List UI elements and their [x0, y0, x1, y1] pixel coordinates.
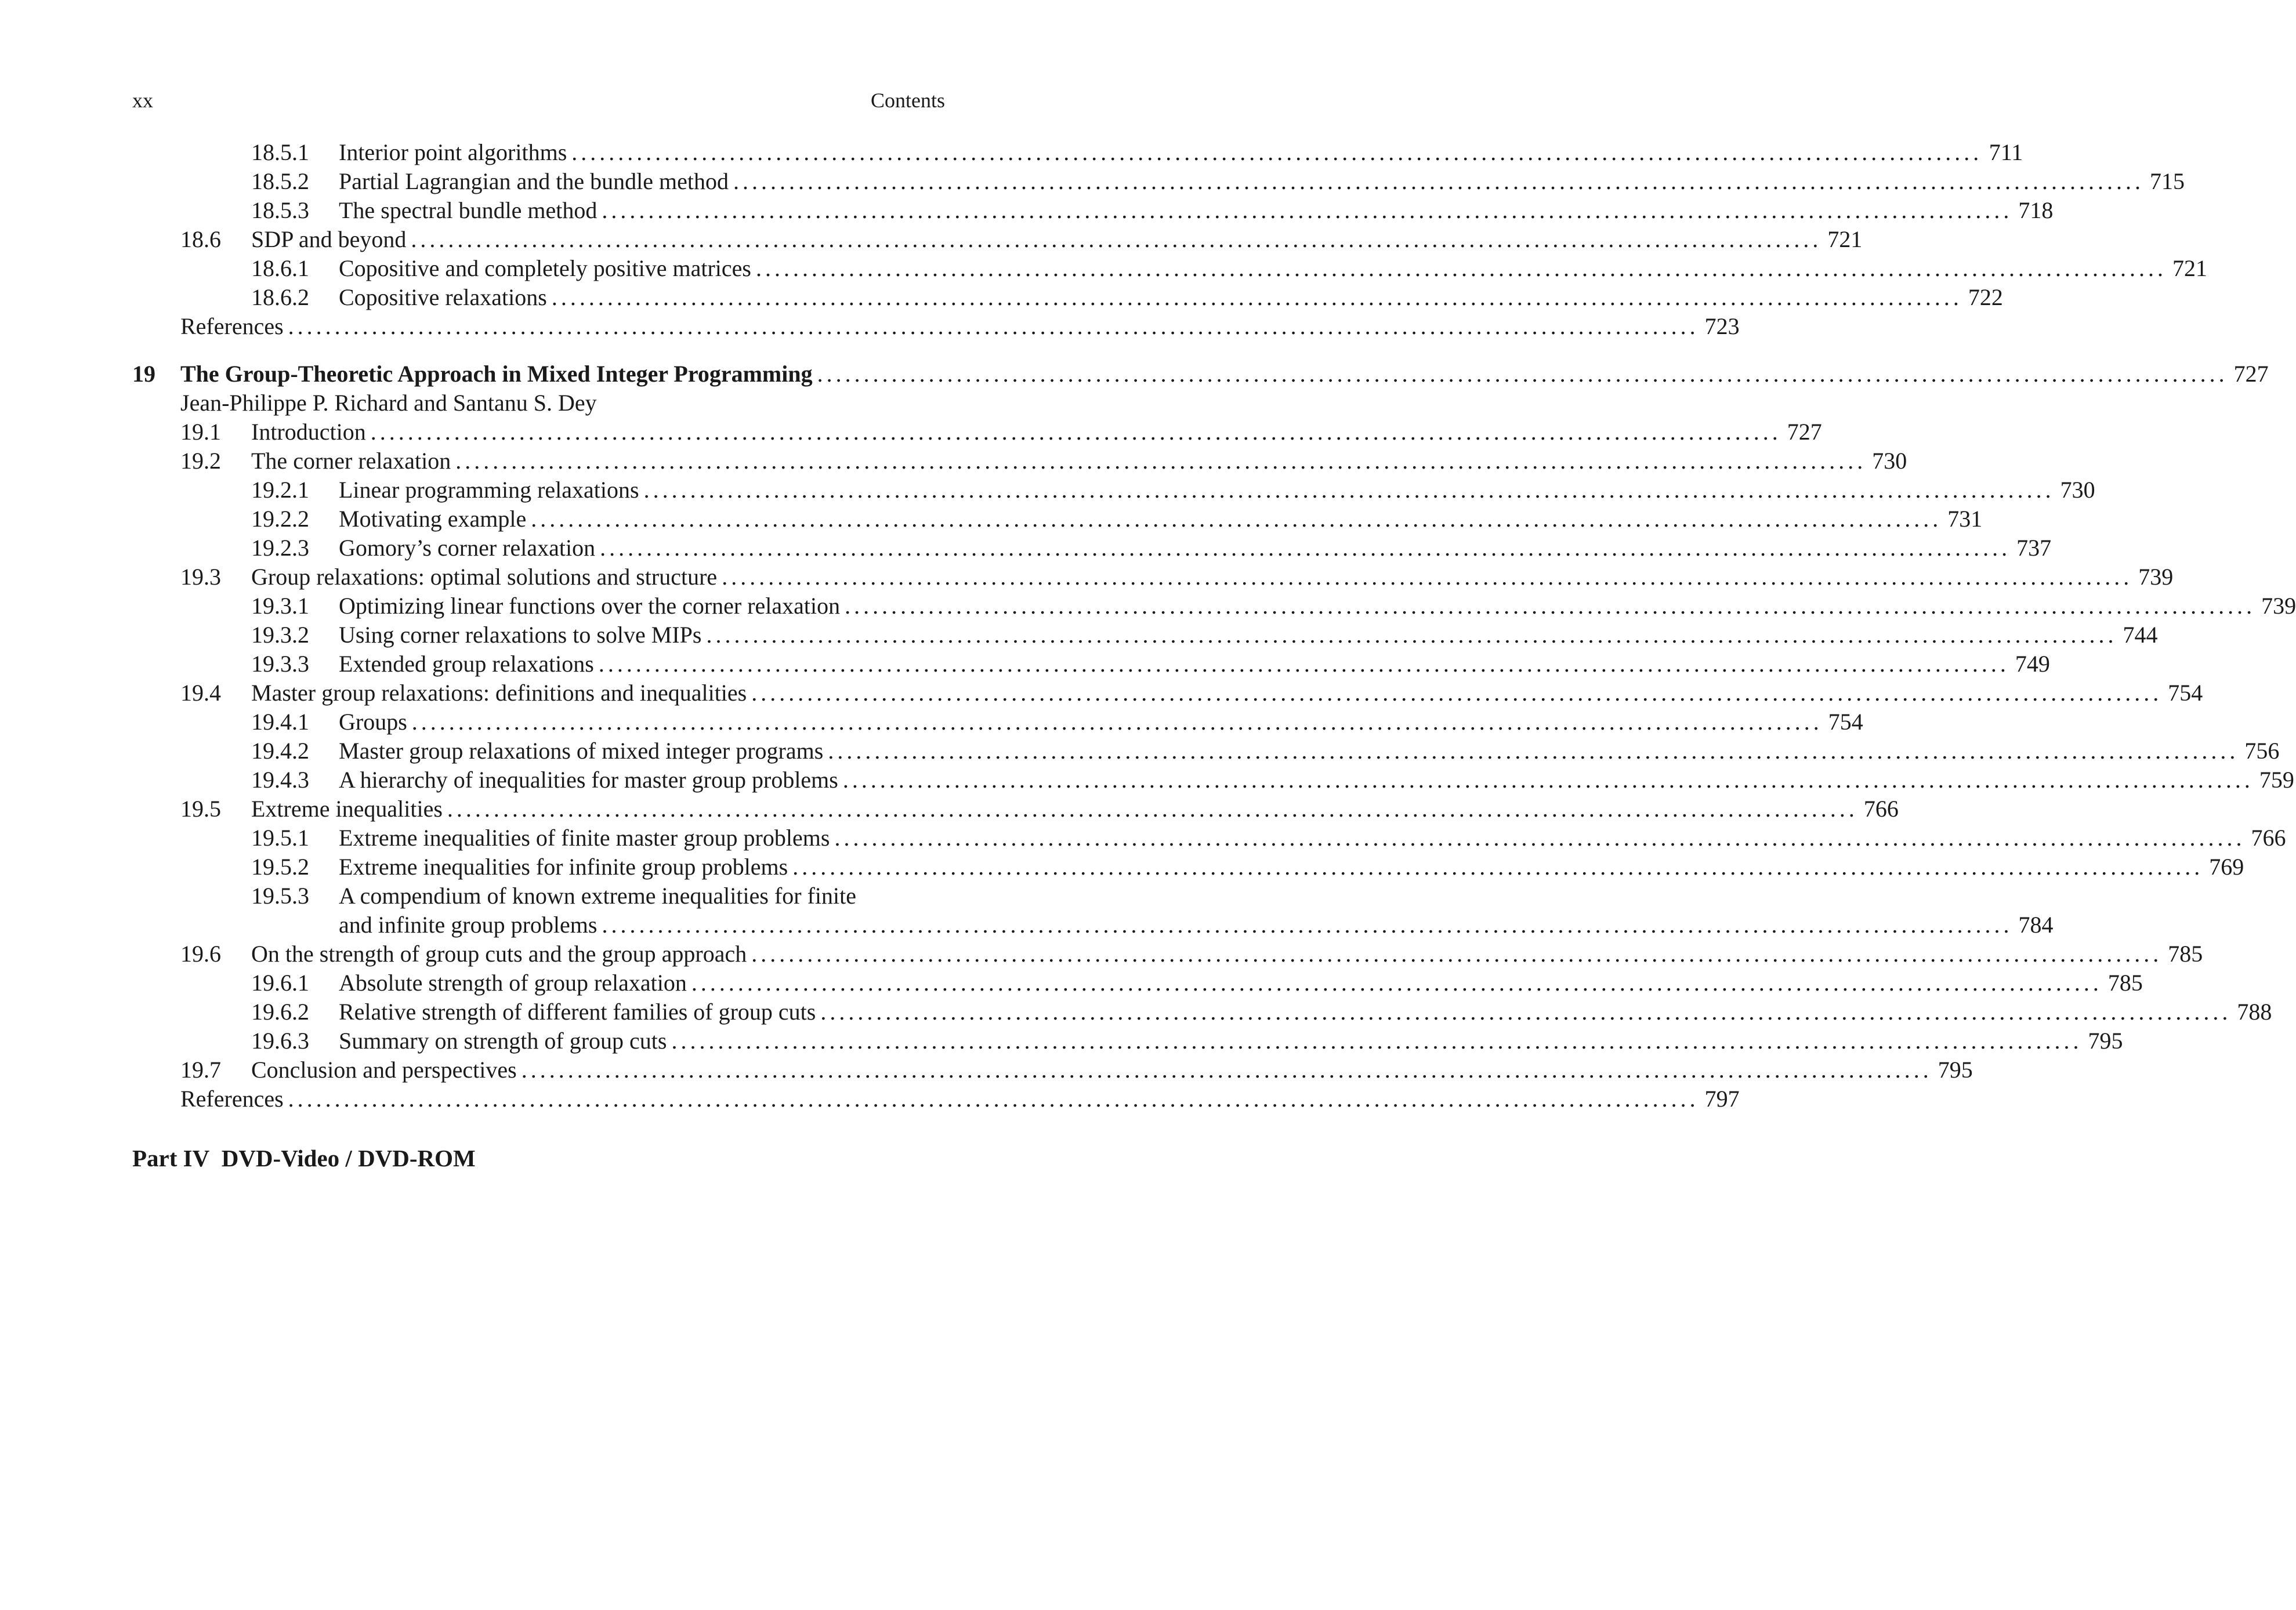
- section-title: Optimizing linear functions over the corner relaxation: [339, 593, 841, 619]
- toc-entry[interactable]: [0, 795, 1899, 824]
- section-number: 18.5.1: [251, 139, 309, 165]
- section-number: 19.5: [180, 796, 221, 822]
- section-number: 19.4.1: [251, 709, 309, 735]
- toc-entry[interactable]: [0, 679, 2203, 708]
- section-number: 19.6: [180, 941, 221, 967]
- page-number: 722: [1968, 284, 2003, 310]
- toc-entry-references[interactable]: [0, 1085, 1740, 1114]
- section-number: 18.5.2: [251, 168, 309, 194]
- dot-leader: ........................................................................................................................................................: [551, 284, 1962, 310]
- section-title: The corner relaxation: [251, 448, 451, 474]
- toc-entry[interactable]: [0, 254, 2207, 283]
- section-number: 19.5.3: [251, 883, 309, 909]
- section-title: Master group relaxations of mixed integer programs: [339, 738, 824, 764]
- section-title: Linear programming relaxations: [339, 477, 639, 503]
- toc-entry[interactable]: [0, 138, 2023, 167]
- page-number: 795: [2088, 1028, 2123, 1054]
- page-number: 718: [2018, 197, 2054, 223]
- section-number: 19.4.2: [251, 738, 309, 764]
- section-title: Extreme inequalities for infinite group problems: [339, 854, 788, 880]
- section-number: 19.2.1: [251, 477, 309, 503]
- page-number: 769: [2209, 854, 2244, 880]
- section-title: Groups: [339, 709, 407, 735]
- section-title: SDP and beyond: [251, 226, 407, 252]
- section-number: 19.2: [180, 448, 221, 474]
- toc-entry-continuation[interactable]: [0, 911, 2054, 940]
- section-number: 19.3.1: [251, 593, 309, 619]
- dot-leader: ........................................................................................................................................................: [755, 255, 2167, 281]
- page-number: 739: [2138, 564, 2174, 590]
- page-number: 788: [2237, 999, 2272, 1025]
- page-number: 766: [1863, 796, 1899, 822]
- toc-entry[interactable]: [0, 882, 1062, 911]
- section-title: Copositive relaxations: [339, 284, 547, 310]
- section-title: Introduction: [251, 419, 366, 445]
- dot-leader: ........................................................................................................................................................: [691, 970, 2102, 996]
- section-number: 19.7: [180, 1057, 221, 1083]
- toc-entry[interactable]: [0, 940, 2203, 969]
- toc-entry[interactable]: [0, 563, 2174, 592]
- section-title: Using corner relaxations to solve MIPs: [339, 622, 702, 648]
- toc-entry[interactable]: [0, 853, 2244, 882]
- section-title: Summary on strength of group cuts: [339, 1028, 667, 1054]
- section-title-continuation: and infinite group problems: [339, 912, 597, 938]
- dot-leader: ........................................................................................................................................................: [455, 448, 1867, 474]
- page-number: 749: [2015, 651, 2050, 677]
- dot-leader: ........................................................................................................................................................: [531, 506, 1942, 532]
- section-number: 19.3.3: [251, 651, 309, 677]
- section-title: Partial Lagrangian and the bundle method: [339, 168, 729, 194]
- page-number: 727: [2233, 361, 2269, 387]
- dot-leader: ........................................................................................................................................................: [288, 313, 1699, 339]
- dot-leader: ........................................................................................................................................................: [817, 361, 2228, 387]
- dot-leader: ........................................................................................................................................................: [411, 226, 1822, 252]
- section-title: Motivating example: [339, 506, 527, 532]
- section-title: Extreme inequalities: [251, 796, 443, 822]
- dot-leader: ........................................................................................................................................................: [733, 168, 2145, 194]
- section-title: Interior point algorithms: [339, 139, 567, 165]
- page-number: 731: [1947, 506, 1983, 532]
- dot-leader: ........................................................................................................................................................: [842, 767, 2254, 793]
- dot-leader: ........................................................................................................................................................: [602, 197, 2013, 223]
- section-number: 19.1: [180, 419, 221, 445]
- page-number: 721: [1827, 226, 1863, 252]
- chapter-number: 19: [132, 361, 155, 387]
- dot-leader: ........................................................................................................................................................: [598, 651, 2009, 677]
- page-number: 784: [2018, 912, 2054, 938]
- toc-entry[interactable]: [0, 505, 1983, 534]
- chapter-title: The Group-Theoretic Approach in Mixed Integer Programming: [180, 361, 813, 387]
- toc-entry[interactable]: [0, 1027, 2123, 1056]
- dot-leader: ........................................................................................................................................................: [600, 535, 2011, 561]
- part-title: DVD-Video / DVD-ROM: [221, 1145, 476, 1172]
- section-title: The spectral bundle method: [339, 197, 597, 223]
- section-number: 18.5.3: [251, 197, 309, 223]
- part-label: Part IV: [132, 1145, 210, 1172]
- page-number: 744: [2123, 622, 2158, 648]
- section-number: 19.3: [180, 564, 221, 590]
- page-number: 737: [2016, 535, 2052, 561]
- section-title: Absolute strength of group relaxation: [339, 970, 687, 996]
- dot-leader: ........................................................................................................................................................: [521, 1057, 1932, 1083]
- page-number: 715: [2150, 168, 2185, 194]
- page-number: 756: [2244, 738, 2280, 764]
- toc-entry[interactable]: [0, 283, 2003, 312]
- toc-entry[interactable]: [0, 969, 2143, 998]
- section-title: References: [180, 313, 284, 339]
- dot-leader: ........................................................................................................................................................: [820, 999, 2232, 1025]
- toc-entry[interactable]: [0, 708, 1863, 737]
- section-title: Master group relaxations: definitions and inequalities: [251, 680, 747, 706]
- page-number: 727: [1787, 419, 1822, 445]
- section-title: A compendium of known extreme inequalities for finite: [339, 883, 856, 909]
- dot-leader: ........................................................................................................................................................: [411, 709, 1823, 735]
- section-number: 19.6.3: [251, 1028, 309, 1054]
- toc-entry-references[interactable]: [0, 312, 1740, 341]
- page-number: 785: [2107, 970, 2143, 996]
- page-number: 723: [1704, 313, 1740, 339]
- dot-leader: ........................................................................................................................................................: [845, 593, 2256, 619]
- page-number: 754: [2168, 680, 2203, 706]
- section-number: 19.2.2: [251, 506, 309, 532]
- section-number: 18.6.2: [251, 284, 309, 310]
- chapter-authors: [0, 389, 1062, 418]
- section-title: Copositive and completely positive matrices: [339, 255, 751, 281]
- page-number: 766: [2251, 825, 2286, 851]
- dot-leader: ........................................................................................................................................................: [370, 419, 1781, 445]
- dot-leader: ........................................................................................................................................................: [571, 139, 1983, 165]
- page-number: 754: [1828, 709, 1863, 735]
- toc-entry[interactable]: [0, 824, 2286, 853]
- toc-entry[interactable]: [0, 167, 2185, 196]
- dot-leader: ........................................................................................................................................................: [288, 1086, 1699, 1112]
- toc-entry[interactable]: [0, 621, 2158, 650]
- part-heading[interactable]: [132, 1143, 476, 1174]
- dot-leader: ........................................................................................................................................................: [751, 941, 2163, 967]
- dot-leader: ........................................................................................................................................................: [834, 825, 2246, 851]
- section-number: 19.5.2: [251, 854, 309, 880]
- toc-entry[interactable]: [0, 766, 2294, 795]
- section-number: 18.6.1: [251, 255, 309, 281]
- section-number: 19.6.2: [251, 999, 309, 1025]
- running-header-page-number: xx: [132, 89, 153, 112]
- dot-leader: ........................................................................................................................................................: [828, 738, 2239, 764]
- dot-leader: ........................................................................................................................................................: [643, 477, 2055, 503]
- page-number: 759: [2259, 767, 2294, 793]
- dot-leader: ........................................................................................................................................................: [751, 680, 2163, 706]
- section-number: 19.3.2: [251, 622, 309, 648]
- dot-leader: ........................................................................................................................................................: [722, 564, 2133, 590]
- page-number: 795: [1938, 1057, 1973, 1083]
- toc-entry[interactable]: [0, 592, 2296, 621]
- section-title: Extreme inequalities of finite master group problems: [339, 825, 830, 851]
- running-header-title: Contents: [870, 89, 945, 112]
- toc-entry[interactable]: [0, 418, 1822, 447]
- dot-leader: ........................................................................................................................................................: [602, 912, 2013, 938]
- section-title: Extended group relaxations: [339, 651, 594, 677]
- toc-entry[interactable]: [0, 447, 1907, 476]
- page-number: 785: [2168, 941, 2203, 967]
- section-title: On the strength of group cuts and the group approach: [251, 941, 747, 967]
- section-number: 19.5.1: [251, 825, 309, 851]
- dot-leader: ........................................................................................................................................................: [671, 1028, 2083, 1054]
- page-number: 711: [1989, 139, 2023, 165]
- page-number: 721: [2172, 255, 2207, 281]
- section-title: Relative strength of different families of group cuts: [339, 999, 816, 1025]
- section-title: Conclusion and perspectives: [251, 1057, 517, 1083]
- toc-entry[interactable]: [0, 998, 2272, 1027]
- page-number: 730: [2060, 477, 2095, 503]
- dot-leader: ........................................................................................................................................................: [447, 796, 1858, 822]
- toc-entry[interactable]: [0, 534, 2052, 563]
- page-number: 730: [1872, 448, 1907, 474]
- section-number: 19.4: [180, 680, 221, 706]
- section-title: Gomory’s corner relaxation: [339, 535, 596, 561]
- section-number: 18.6: [180, 226, 221, 252]
- section-number: 19.2.3: [251, 535, 309, 561]
- authors: Jean-Philippe P. Richard and Santanu S. Dey: [180, 390, 597, 416]
- toc-entry[interactable]: [0, 650, 2050, 679]
- section-number: 19.6.1: [251, 970, 309, 996]
- toc-entry[interactable]: [0, 737, 2280, 766]
- dot-leader: ........................................................................................................................................................: [792, 854, 2204, 880]
- section-title: References: [180, 1086, 284, 1112]
- toc-entry[interactable]: [0, 1056, 1973, 1085]
- section-title: Group relaxations: optimal solutions and structure: [251, 564, 718, 590]
- dot-leader: ........................................................................................................................................................: [706, 622, 2117, 648]
- page-number: 739: [2261, 593, 2296, 619]
- section-number: 19.4.3: [251, 767, 309, 793]
- toc-entry[interactable]: [0, 225, 1863, 254]
- section-title: A hierarchy of inequalities for master group problems: [339, 767, 838, 793]
- toc-entry[interactable]: [0, 476, 2095, 505]
- page-number: 797: [1704, 1086, 1740, 1112]
- chapter-entry[interactable]: [0, 360, 2269, 389]
- toc-entry[interactable]: [0, 196, 2054, 225]
